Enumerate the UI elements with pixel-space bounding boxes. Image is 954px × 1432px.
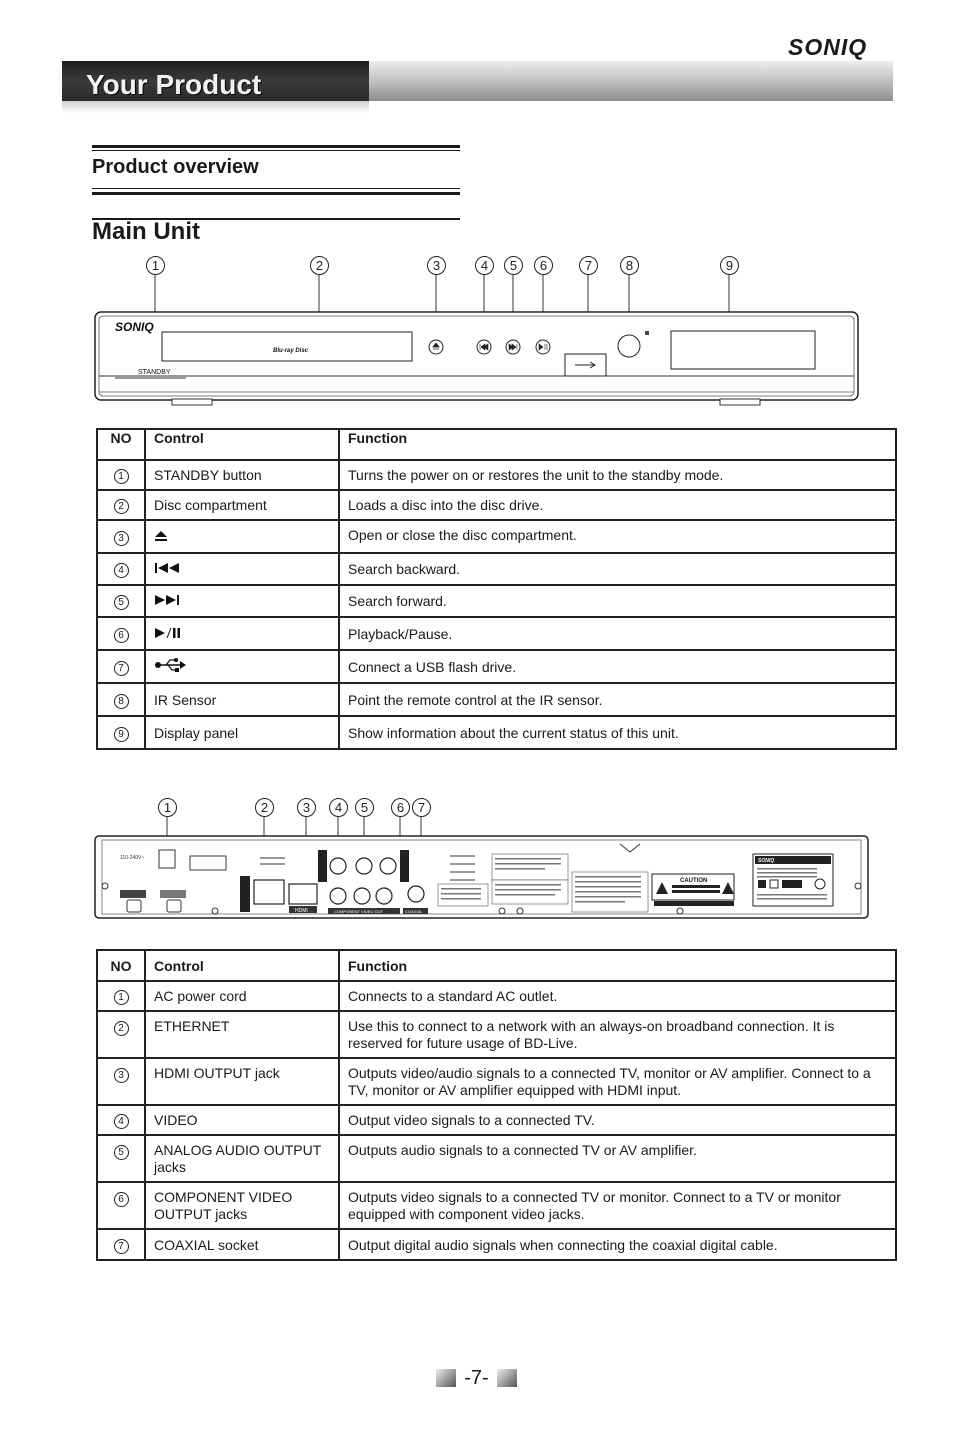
row-number: 3 <box>114 531 129 546</box>
row-number: 7 <box>114 661 129 676</box>
table-row <box>97 981 896 1011</box>
row-number: 4 <box>114 1114 129 1129</box>
table-row <box>97 617 896 650</box>
row-number: 7 <box>114 1239 129 1254</box>
caution-label: CAUTION <box>680 878 708 884</box>
row-number: 8 <box>114 694 129 709</box>
header-function: Function <box>339 429 896 460</box>
header-no: NO <box>97 950 145 981</box>
rear-connections-table <box>96 949 897 1261</box>
component-label: COMPONENT VIDEO OUT <box>334 909 384 914</box>
callout: 8 <box>620 256 639 275</box>
function-cell: Loads a disc into the disc drive. <box>339 490 896 520</box>
control-cell <box>145 650 339 683</box>
callout: 3 <box>427 256 446 275</box>
function-cell: Output digital audio signals when connecting the coaxial digital cable. <box>339 1229 896 1260</box>
row-number: 3 <box>114 1068 129 1083</box>
control-cell <box>145 585 339 617</box>
table-row <box>97 553 896 585</box>
table-row <box>97 1182 896 1229</box>
control-cell: IR Sensor <box>145 683 339 716</box>
control-cell: AC power cord <box>145 981 339 1011</box>
hdmi-label: HDMI <box>295 908 308 914</box>
page-number <box>436 1369 517 1389</box>
callout: 4 <box>475 256 494 275</box>
function-cell: Show information about the current status of this unit. <box>339 716 896 749</box>
divider <box>92 145 460 148</box>
skip-forward-icon <box>154 594 182 606</box>
function-cell: Playback/Pause. <box>339 617 896 650</box>
row-number: 2 <box>114 499 129 514</box>
control-cell <box>145 617 339 650</box>
control-cell: COAXIAL socket <box>145 1229 339 1260</box>
callout: 6 <box>534 256 553 275</box>
table-row <box>97 1229 896 1260</box>
row-number: 2 <box>114 1021 129 1036</box>
header-control: Control <box>145 950 339 981</box>
table-row <box>97 460 896 490</box>
header-banner-dark <box>62 61 369 101</box>
table-row <box>97 1135 896 1182</box>
brand-logo: SONIQ <box>788 34 868 60</box>
skip-back-icon <box>154 562 182 574</box>
subsection-heading: Main Unit <box>92 218 200 245</box>
row-number: 9 <box>114 727 129 742</box>
header-control: Control <box>145 429 339 460</box>
callout: 3 <box>297 798 316 817</box>
row-number: 1 <box>114 990 129 1005</box>
control-cell: HDMI OUTPUT jack <box>145 1058 339 1105</box>
function-cell: Connects to a standard AC outlet. <box>339 981 896 1011</box>
page-title: Your Product <box>86 69 262 100</box>
control-cell: VIDEO <box>145 1105 339 1135</box>
function-cell: Outputs video/audio signals to a connected TV, monitor or AV amplifier. Connect to a TV, monitor or AV amplifier equipped with HDMI input. <box>339 1058 896 1105</box>
callout: 5 <box>504 256 523 275</box>
front-brand: SONIQ <box>115 320 154 334</box>
divider <box>92 150 460 151</box>
rear-panel-illustration <box>90 814 875 926</box>
row-number: 4 <box>114 563 129 578</box>
table-header-row <box>97 429 896 460</box>
function-cell: Output video signals to a connected TV. <box>339 1105 896 1135</box>
control-cell: Disc compartment <box>145 490 339 520</box>
callout: 7 <box>579 256 598 275</box>
page-number-text: -7- <box>464 1367 489 1389</box>
table-row <box>97 1058 896 1105</box>
control-cell <box>145 553 339 585</box>
function-cell: Search forward. <box>339 585 896 617</box>
table-header-row <box>97 950 896 981</box>
row-number: 1 <box>114 469 129 484</box>
header-banner <box>62 61 893 101</box>
front-controls-table <box>96 428 897 750</box>
table-row <box>97 490 896 520</box>
function-cell: Turns the power on or restores the unit to the standby mode. <box>339 460 896 490</box>
play-pause-icon <box>154 627 182 639</box>
control-cell: ANALOG AUDIO OUTPUT jacks <box>145 1135 339 1182</box>
callout: 1 <box>158 798 177 817</box>
rear-brand: SONIQ <box>758 858 775 864</box>
function-cell: Outputs video signals to a connected TV or monitor. Connect to a TV or monitor equipped with component video jacks. <box>339 1182 896 1229</box>
table-row <box>97 520 896 553</box>
row-number: 6 <box>114 1192 129 1207</box>
function-cell: Outputs audio signals to a connected TV or AV amplifier. <box>339 1135 896 1182</box>
callout: 9 <box>720 256 739 275</box>
usb-icon <box>154 657 188 673</box>
table-row <box>97 683 896 716</box>
header-no: NO <box>97 429 145 460</box>
standby-label: STANDBY <box>138 369 171 376</box>
callout: 5 <box>355 798 374 817</box>
function-cell: Point the remote control at the IR sensor. <box>339 683 896 716</box>
control-cell: ETHERNET <box>145 1011 339 1058</box>
callout: 2 <box>255 798 274 817</box>
control-cell: Display panel <box>145 716 339 749</box>
function-cell: Search backward. <box>339 553 896 585</box>
svg-text:110-240V~: 110-240V~ <box>120 855 145 861</box>
callout: 7 <box>412 798 431 817</box>
table-row <box>97 716 896 749</box>
callout: 6 <box>391 798 410 817</box>
row-number: 5 <box>114 595 129 610</box>
row-number: 5 <box>114 1145 129 1160</box>
function-cell: Use this to connect to a network with an always-on broadband connection. It is reserved for future usage of BD-Live. <box>339 1011 896 1058</box>
callout: 2 <box>310 256 329 275</box>
page-number-marker <box>497 1369 517 1387</box>
table-row <box>97 1105 896 1135</box>
function-cell: Connect a USB flash drive. <box>339 650 896 683</box>
bluray-logo: Blu-ray Disc <box>273 348 309 354</box>
front-panel-illustration <box>90 270 865 410</box>
control-cell: COMPONENT VIDEO OUTPUT jacks <box>145 1182 339 1229</box>
callout: 4 <box>329 798 348 817</box>
banner-reflection <box>62 101 369 113</box>
divider <box>92 188 460 189</box>
row-number: 6 <box>114 628 129 643</box>
control-cell <box>145 520 339 553</box>
table-row <box>97 585 896 617</box>
page-number-marker <box>436 1369 456 1387</box>
callout: 1 <box>146 256 165 275</box>
header-function: Function <box>339 950 896 981</box>
section-heading: Product overview <box>92 156 259 178</box>
eject-icon <box>154 530 168 542</box>
function-cell: Open or close the disc compartment. <box>339 520 896 553</box>
table-row <box>97 650 896 683</box>
coaxial-label: COAXIAL <box>405 909 423 914</box>
divider <box>92 192 460 195</box>
table-row <box>97 1011 896 1058</box>
control-cell: STANDBY button <box>145 460 339 490</box>
